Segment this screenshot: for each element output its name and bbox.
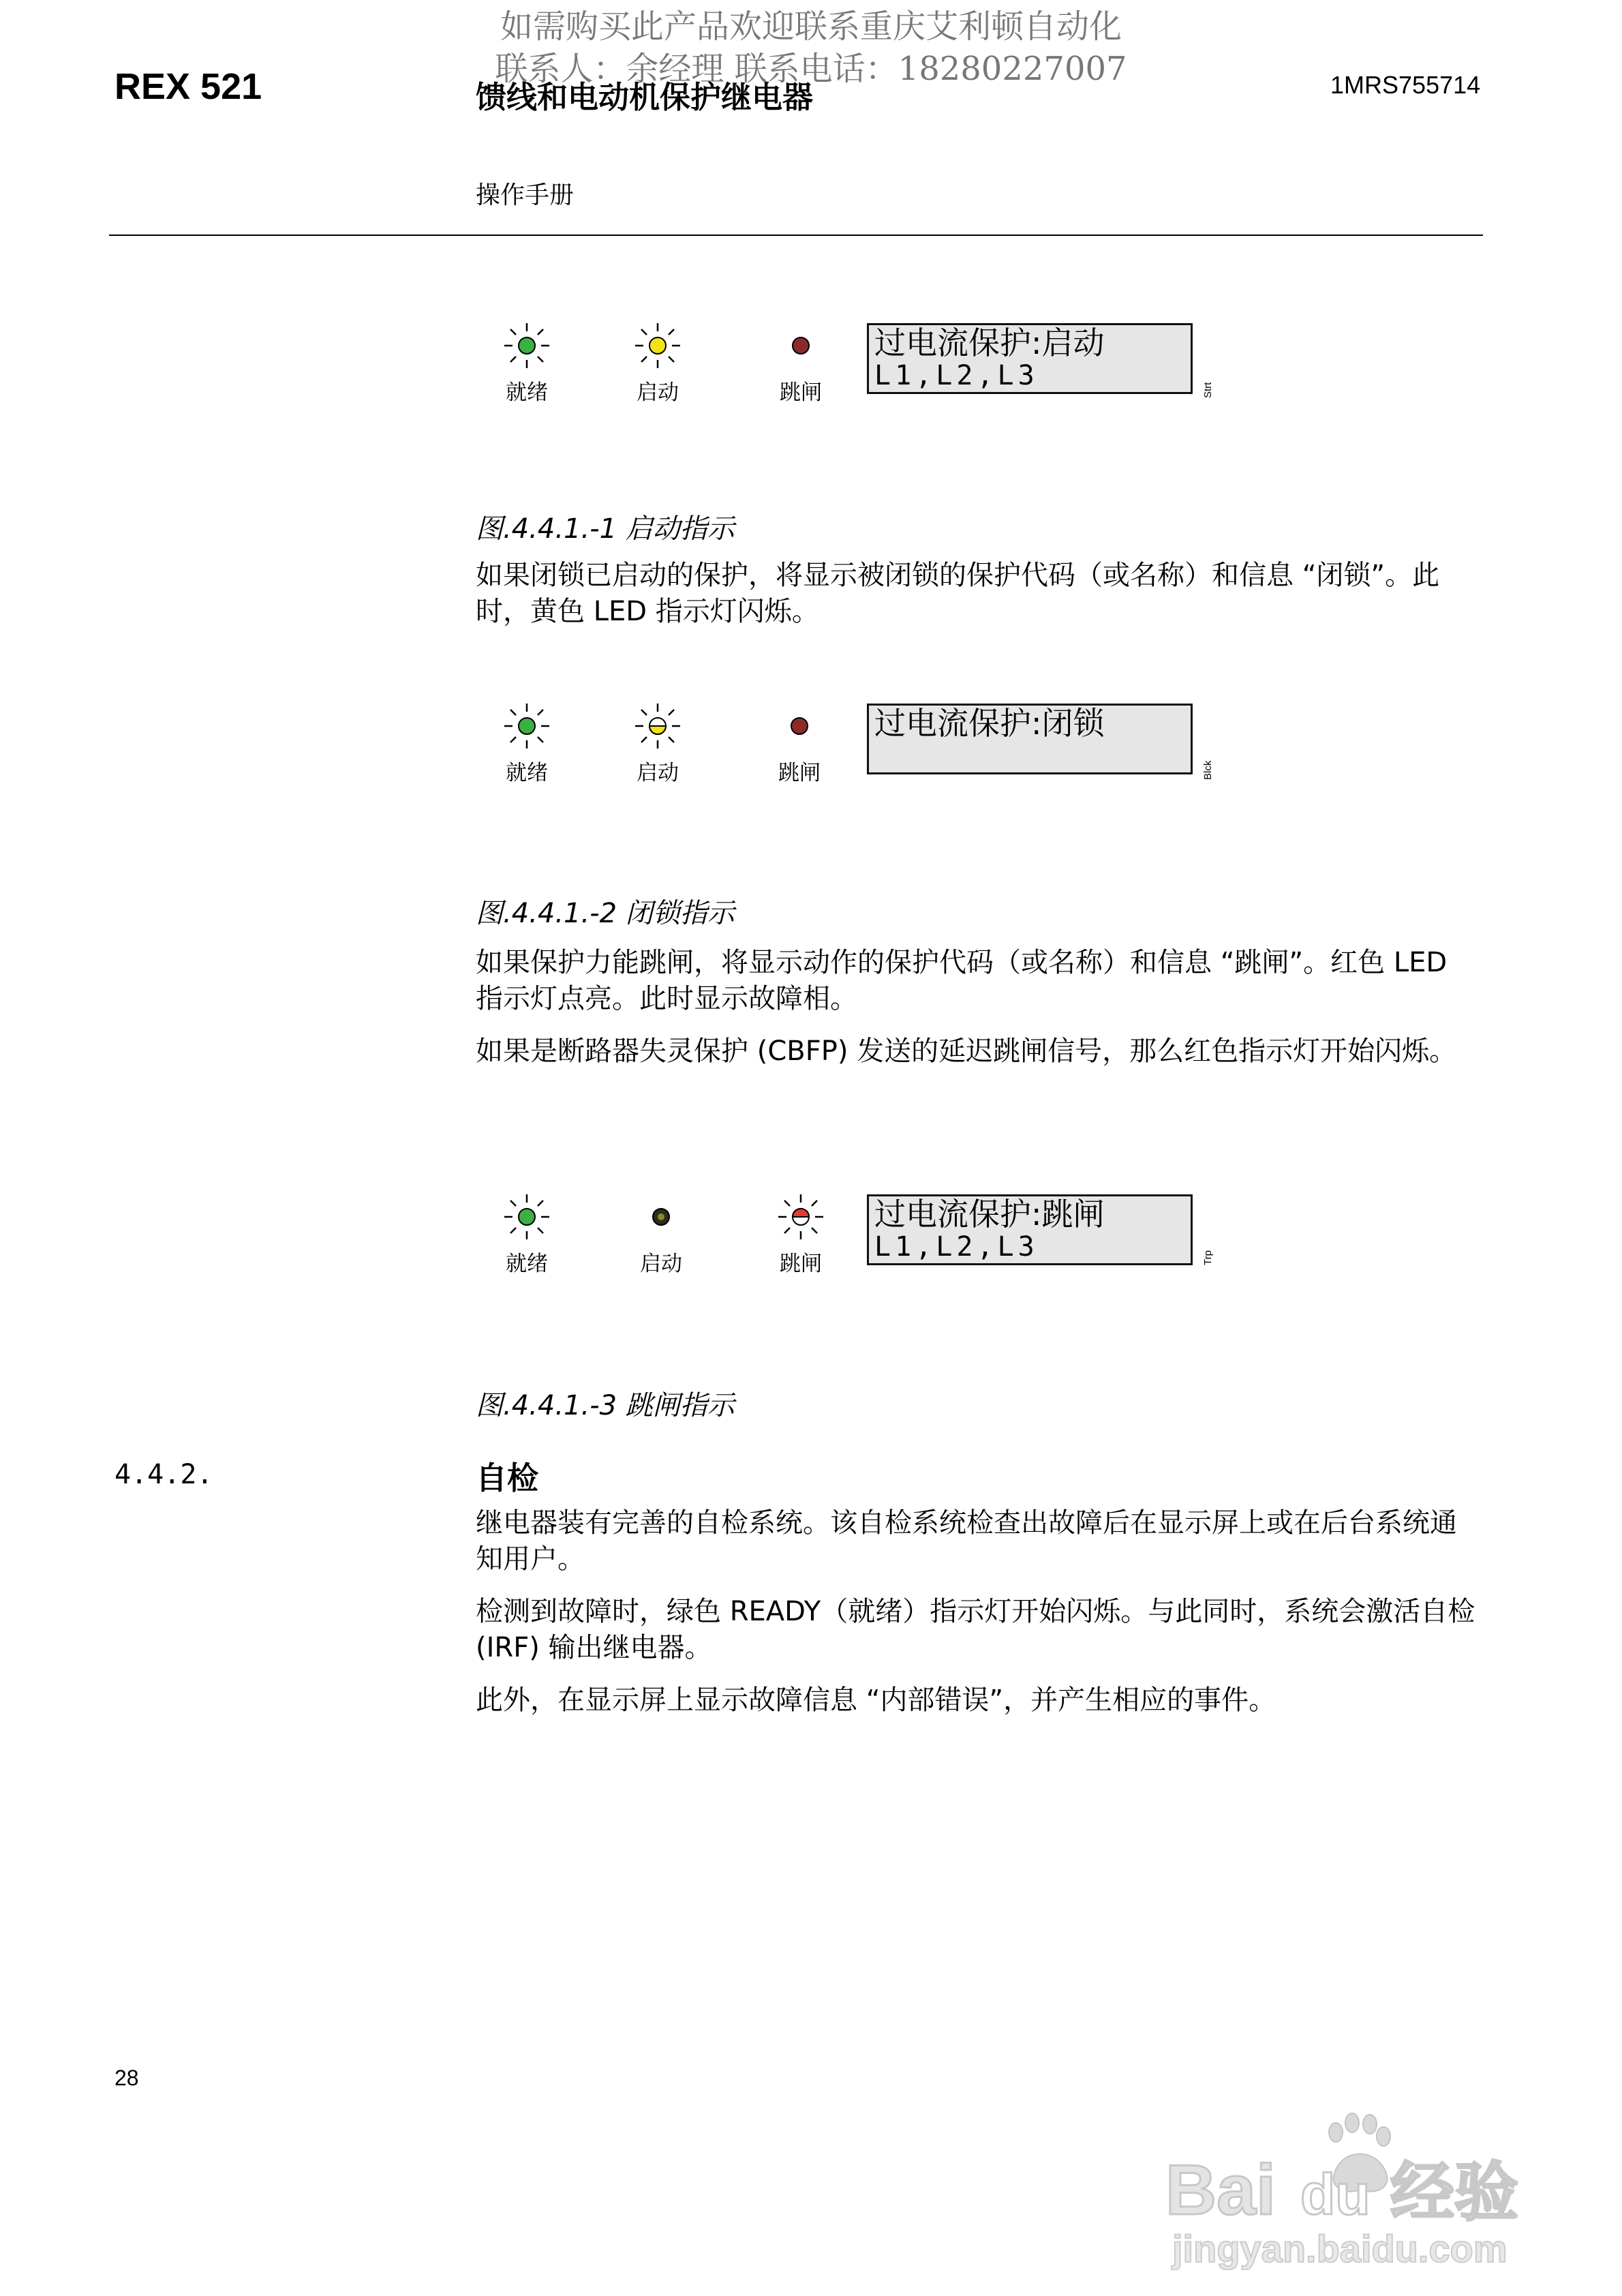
lcd-line-1: 过电流保护:启动 [874, 324, 1105, 361]
figure-caption: 图.4.4.1.-1 启动指示 [476, 513, 735, 545]
section-paragraph-2 [476, 1594, 1478, 1666]
lcd-code-label: Strt [1202, 382, 1214, 398]
baidu-brand-suffix: du [1300, 2162, 1371, 2226]
product-model: REX 521 [114, 66, 262, 107]
lcd-line-2: L1,L2,L3 [874, 1231, 1039, 1263]
paragraph-cbfp-description [476, 1033, 1478, 1070]
lcd-display [867, 704, 1193, 774]
green-led-blinking-icon [503, 322, 551, 369]
start-led-label: 启动 [637, 380, 679, 405]
ready-led-label: 就绪 [506, 380, 548, 405]
baidu-url: jingyan.baidu.com [1172, 2227, 1508, 2270]
ready-led [486, 702, 568, 786]
trip-led-label: 跳闸 [780, 380, 822, 405]
ready-led-label: 就绪 [506, 1252, 548, 1276]
section-number: 4.4.2. [114, 1459, 213, 1490]
paragraph: 如果保护力能跳闸，将显示动作的保护代码（或名称）和信息 “跳闸”。红色 LED 指示灯点亮。此时显示故障相。 [476, 947, 1448, 1014]
green-led-blinking-icon [503, 702, 551, 750]
document-subtitle: 操作手册 [476, 181, 575, 209]
lcd-line-1: 过电流保护:跳闸 [874, 1196, 1105, 1233]
red-led-off-icon [777, 322, 825, 369]
section-title: 自检 [476, 1460, 538, 1496]
start-led [617, 322, 699, 406]
section-paragraph-3 [476, 1682, 1478, 1719]
header-rule [109, 235, 1483, 236]
figure-caption: 图.4.4.1.-3 跳闸指示 [476, 1390, 735, 1421]
ready-led [486, 322, 568, 406]
trip-led [760, 322, 842, 406]
ready-led [486, 1193, 568, 1277]
start-led [620, 1193, 702, 1277]
start-led-label: 启动 [637, 761, 679, 785]
watermark-line-1: 如需购买此产品欢迎联系重庆艾利顿自动化 [500, 7, 1122, 46]
paragraph: 检测到故障时，绿色 READY（就绪）指示灯开始闪烁。与此同时，系统会激活自检 (IRF) 输出继电器。 [476, 1596, 1475, 1663]
document-id: 1MRS755714 [1330, 71, 1481, 99]
figure-caption: 图.4.4.1.-2 闭锁指示 [476, 898, 735, 929]
paragraph-block-description [476, 558, 1478, 630]
trip-led-label: 跳闸 [778, 761, 821, 785]
trip-led-label: 跳闸 [780, 1252, 822, 1276]
ready-led-label: 就绪 [506, 761, 548, 785]
lcd-display [867, 323, 1193, 394]
baidu-logo-icon [1159, 2093, 1540, 2270]
paragraph-trip-description [476, 945, 1478, 1017]
yellow-led-half-blinking-icon [634, 702, 682, 750]
yellow-led-off-icon [637, 1193, 685, 1241]
paragraph: 继电器装有完善的自检系统。该自检系统检查出故障后在显示屏上或在后台系统通知用户。 [476, 1507, 1457, 1575]
red-led-half-blinking-icon [777, 1193, 825, 1241]
baidu-brand-cn: 经验 [1390, 2156, 1519, 2230]
lcd-line-1: 过电流保护:闭锁 [874, 705, 1105, 742]
baidu-brand-prefix: Bai [1165, 2151, 1276, 2230]
start-led [617, 702, 699, 786]
paragraph: 如果闭锁已启动的保护，将显示被闭锁的保护代码（或名称）和信息 “闭锁”。此时，黄色 LED 指示灯闪烁。 [476, 560, 1440, 627]
watermark-line-2: 联系人：余经理 联系电话：18280227007 [495, 50, 1127, 88]
trip-led [760, 1193, 842, 1277]
lcd-line-2: L1,L2,L3 [874, 360, 1039, 391]
paragraph: 此外，在显示屏上显示故障信息 “内部错误”，并产生相应的事件。 [476, 1685, 1276, 1716]
paragraph: 如果是断路器失灵保护 (CBFP) 发送的延迟跳闸信号，那么红色指示灯开始闪烁。 [476, 1036, 1457, 1067]
green-led-blinking-icon [503, 1193, 551, 1241]
lcd-display [867, 1194, 1193, 1265]
start-led-label: 启动 [640, 1252, 682, 1276]
lcd-code-label: Blck [1202, 760, 1214, 780]
trip-led [759, 702, 840, 786]
lcd-code-label: Trp [1202, 1250, 1214, 1265]
document-title: 馈线和电动机保护继电器 [476, 79, 814, 115]
section-paragraph-1 [476, 1505, 1478, 1577]
yellow-led-blinking-icon [634, 322, 682, 369]
page-number: 28 [114, 2066, 139, 2090]
red-led-off-icon [776, 702, 823, 750]
baidu-jingyan-watermark [1159, 2093, 1540, 2270]
